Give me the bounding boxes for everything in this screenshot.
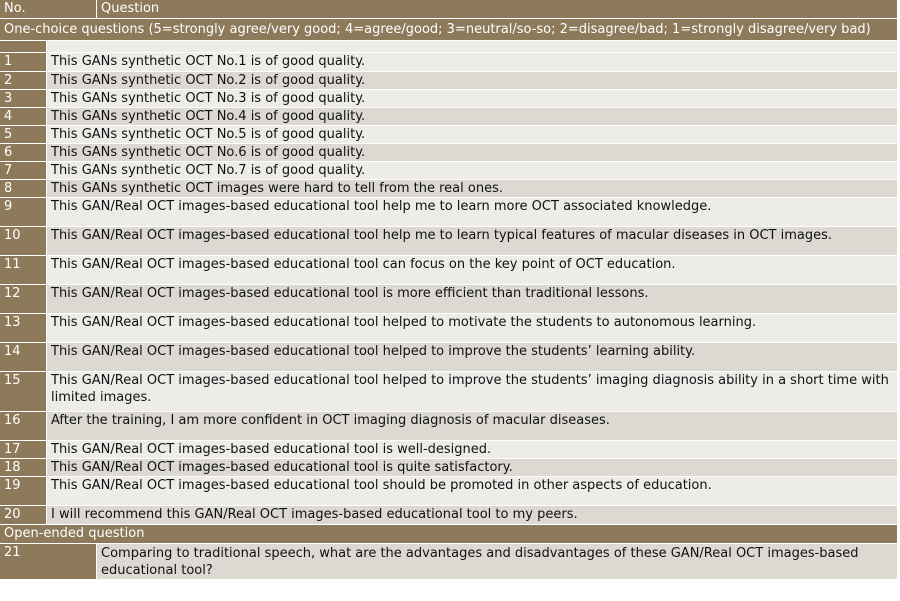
table-row	[0, 126, 897, 144]
section-spacer	[0, 41, 897, 53]
section-open-ended	[0, 525, 897, 544]
question-number: 19	[0, 477, 47, 505]
question-text: This GAN/Real OCT images-based educational tool help me to learn typical features of macular diseases in OCT images.	[47, 227, 897, 255]
section-one-choice-label: One-choice questions (5=strongly agree/very good; 4=agree/good; 3=neutral/so-so; 2=disagree/bad; 1=strongly disagree/very bad)	[4, 22, 871, 37]
table-row	[0, 285, 897, 314]
table-row	[0, 256, 897, 285]
question-text: After the training, I am more confident in OCT imaging diagnosis of macular diseases.	[47, 412, 897, 440]
table-row	[0, 90, 897, 108]
question-text: This GANs synthetic OCT No.6 is of good quality.	[47, 144, 897, 161]
table-row	[0, 72, 897, 90]
question-text: This GAN/Real OCT images-based educational tool should be promoted in other aspects of education.	[47, 477, 897, 505]
question-number: 14	[0, 343, 47, 371]
table-row	[0, 198, 897, 227]
question-number: 10	[0, 227, 47, 255]
question-number: 8	[0, 180, 47, 197]
question-number: 3	[0, 90, 47, 107]
question-number: 7	[0, 162, 47, 179]
table-header	[0, 0, 897, 19]
question-text: This GANs synthetic OCT images were hard to tell from the real ones.	[47, 180, 897, 197]
table-row	[0, 144, 897, 162]
table-row	[0, 180, 897, 198]
question-text: This GAN/Real OCT images-based educational tool is quite satisfactory.	[47, 459, 897, 476]
question-text: This GAN/Real OCT images-based educational tool helped to motivate the students to autonomous learning.	[47, 314, 897, 342]
question-text: This GAN/Real OCT images-based educational tool help me to learn more OCT associated knowledge.	[47, 198, 897, 226]
question-text: This GANs synthetic OCT No.4 is of good quality.	[47, 108, 897, 125]
spacer-num	[0, 41, 47, 52]
question-number: 20	[0, 506, 47, 524]
question-text: This GANs synthetic OCT No.3 is of good quality.	[47, 90, 897, 107]
question-text: This GAN/Real OCT images-based educational tool can focus on the key point of OCT education.	[47, 256, 897, 284]
question-number: 2	[0, 72, 47, 89]
question-number: 6	[0, 144, 47, 161]
question-text: This GAN/Real OCT images-based educational tool helped to improve the students’ imaging diagnosis ability in a short time with limited images.	[47, 372, 897, 411]
question-number: 11	[0, 256, 47, 284]
table-row	[0, 459, 897, 477]
table-row	[0, 343, 897, 372]
question-number: 9	[0, 198, 47, 226]
table-row	[0, 227, 897, 256]
question-number: 1	[0, 53, 47, 71]
table-row	[0, 162, 897, 180]
header-no: No.	[0, 0, 97, 18]
section-one-choice	[0, 19, 897, 41]
question-number: 13	[0, 314, 47, 342]
open-question-row	[0, 544, 897, 580]
open-question-text: Comparing to traditional speech, what are the advantages and disadvantages of these GAN/Real OCT images-based educational tool?	[97, 544, 897, 579]
section-open-ended-label: Open-ended question	[4, 526, 145, 541]
question-number: 18	[0, 459, 47, 476]
question-text: This GANs synthetic OCT No.1 is of good quality.	[47, 53, 897, 71]
question-text: This GANs synthetic OCT No.5 is of good quality.	[47, 126, 897, 143]
question-number: 12	[0, 285, 47, 313]
table-row	[0, 477, 897, 506]
question-text: This GAN/Real OCT images-based educational tool is more efficient than traditional lessons.	[47, 285, 897, 313]
question-number: 4	[0, 108, 47, 125]
question-text: I will recommend this GAN/Real OCT images-based educational tool to my peers.	[47, 506, 897, 524]
table-row	[0, 314, 897, 343]
question-text: This GAN/Real OCT images-based educational tool helped to improve the students’ learning ability.	[47, 343, 897, 371]
table-row	[0, 372, 897, 412]
table-row	[0, 412, 897, 441]
question-number: 15	[0, 372, 47, 411]
question-number: 16	[0, 412, 47, 440]
question-number: 5	[0, 126, 47, 143]
question-text: This GANs synthetic OCT No.2 is of good quality.	[47, 72, 897, 89]
spacer-text	[47, 41, 897, 52]
header-question: Question	[101, 1, 160, 16]
table-row	[0, 506, 897, 525]
table-row	[0, 441, 897, 459]
open-question-number: 21	[0, 544, 97, 579]
question-text: This GAN/Real OCT images-based educational tool is well-designed.	[47, 441, 897, 458]
question-list	[0, 53, 897, 525]
table-row	[0, 108, 897, 126]
table-row	[0, 53, 897, 72]
question-text: This GANs synthetic OCT No.7 is of good quality.	[47, 162, 897, 179]
question-number: 17	[0, 441, 47, 458]
